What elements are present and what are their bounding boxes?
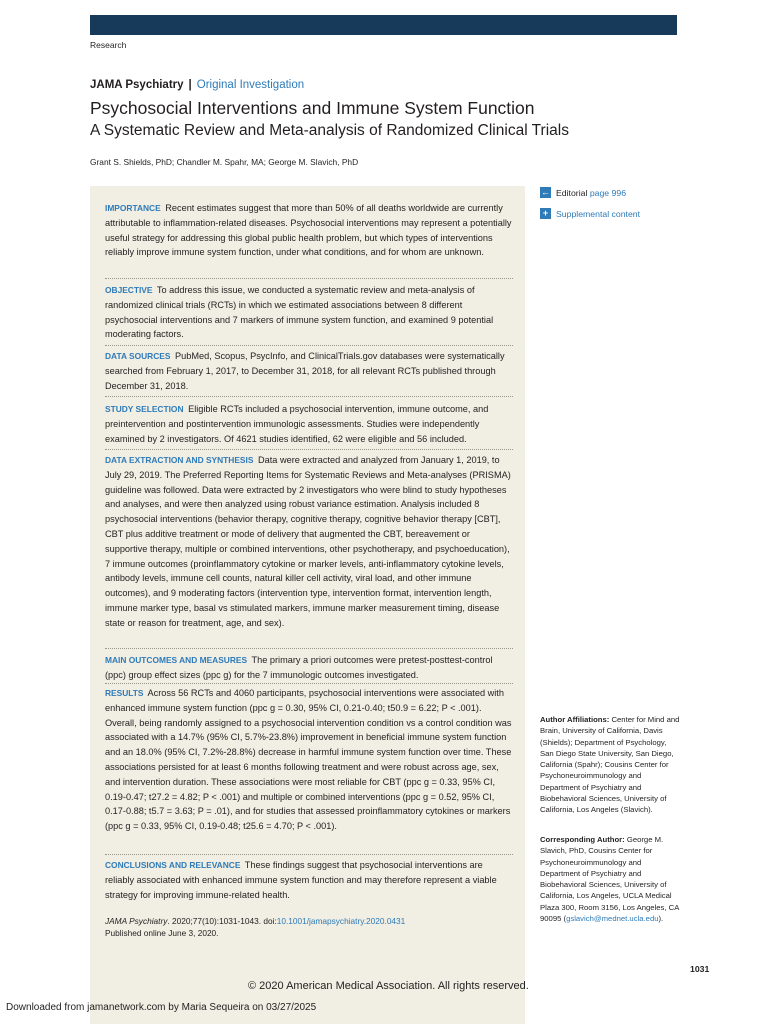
article-subtitle: A Systematic Review and Meta-analysis of Randomized Clinical Trials [90,122,569,139]
abstract-importance [105,201,513,260]
results-text: Across 56 RCTs and 4060 participants, psychosocial interventions were associated with enhanced immune system function (ppc g = 0.30, 95% CI, 0.21-0.40; t50.9 = 6.22; P < .001). Overall, being randomly assigned to a psychosocial intervention condition vs a control condition was associated with a 14.7% (95% CI, 5.7%-23.8%) improvement in beneficial immune system function and an 18.0% (95% CI, 7.2%-28.8%) decrease in harmful immune system function over time. These associations persisted for at least 6 months following treatment and were robust across age, sex, and intervention duration. These associations were most reliable for CBT (ppc g = 0.33, 95% CI, 0.19-0.47; t27.2 = 4.82; P < .001) and multiple or combined interventions (ppc g = 0.52, 95% CI, 0.17-0.88; t5.7 = 3.63; P = .01), and for studies that assessed proinflammatory cytokines or markers (ppc g = 0.33, 95% CI, 0.19-0.48; t25.6 = 4.70; P < .001). [105,688,512,832]
data-sources-heading: DATA SOURCES [105,351,171,361]
editorial-page-link[interactable]: page 996 [589,187,627,198]
published-online: Published online June 3, 2020. [105,928,219,938]
objective-text: To address this issue, we conducted a systematic review and meta-analysis of randomized clinical trials (RCTs) in which we estimated associations between 8 different psychosocial interventions and 7 markers of immune system function, and examined 9 potential moderating factors. [105,285,494,340]
copyright-notice: © 2020 American Medical Association. All rights reserved. [248,980,529,992]
article-type-link[interactable]: Original Investigation [196,79,305,91]
supplemental-label[interactable]: Supplemental content [556,208,641,219]
plus-icon: + [540,208,551,219]
abstract-objective [105,283,513,342]
author-list: Grant S. Shields, PhD; Chandler M. Spahr, MA; George M. Slavich, PhD [90,157,359,167]
abstract-main-outcomes [105,653,513,683]
abstract-conclusions [105,858,513,902]
section-divider [105,648,513,649]
results-heading: RESULTS [105,688,144,698]
journal-separator: | [188,79,192,91]
journal-header-bar [90,15,677,35]
objective-heading: OBJECTIVE [105,285,153,295]
citation-journal: JAMA Psychiatry [105,916,168,926]
author-affiliations [540,714,680,816]
citation [105,915,515,939]
corresponding-end: ). [658,914,664,924]
importance-text: Recent estimates suggest that more than 50% of all deaths worldwide are currently attributable to inflammation-related diseases. Psychosocial interventions may represent a potentially useful strategy for addressing this global public health problem, but which types of interventions reliably improve immune system function, under what conditions, and for whom are unknown. [105,203,512,258]
editorial-label: Editorial [556,187,588,198]
abstract-data-sources [105,349,513,393]
abstract-study-selection [105,402,513,446]
main-outcomes-heading: MAIN OUTCOMES AND MEASURES [105,655,248,665]
corresponding-author [540,834,680,924]
main-outcomes-text: The primary a priori outcomes were pretest-posttest-control (ppc) group effect sizes (ppc g) for the 7 immunologic outcomes investigated. [105,655,493,680]
conclusions-heading: CONCLUSIONS AND RELEVANCE [105,860,241,870]
corresponding-heading: Corresponding Author: [540,835,625,844]
abstract-results [105,686,513,834]
page-number: 1031 [690,964,710,974]
download-notice: Downloaded from jamanetwork.com by Maria Sequeira on 03/27/2025 [6,1002,317,1013]
corresponding-email[interactable]: gslavich@mednet.ucla.edu [566,914,659,924]
data-extraction-text: Data were extracted and analyzed from January 1, 2019, to July 29, 2019. The Preferred Reporting Items for Systematic Reviews and Meta-analyses (PRISMA) guideline was followed. Data were extracted by 2 investigators who were blind to study hypotheses and analyses, and were then analyzed using robust variance estimation. Analysis included 8 psychosocial interventions (behavior therapy, cognitive therapy, cognitive behavior therapy [CBT], CBT plus additive treatment or mode of delivery that augmented the CBT, bereavement or supportive therapy, multiple or combined interventions, other psychotherapy, and psychoeducation), 7 immune outcomes (proinflammatory cytokine or marker levels, anti-inflammatory cytokine levels, antibody levels, immune cell counts, natural killer cell activity, viral load, and other immune outcomes), and 9 moderating factors (intervention type, intervention format, intervention length, immune marker type, basal vs stimulated markers, immune marker measurement timing, disease state or reason for treatment, age, and sex). [105,455,511,628]
section-divider [105,278,513,279]
affiliations-heading: Author Affiliations: [540,715,610,724]
doi-link[interactable]: 10.1001/jamapsychiatry.2020.0431 [276,916,406,926]
article-title: Psychosocial Interventions and Immune System Function [90,98,535,118]
section-divider [105,449,513,450]
journal-line [90,79,304,91]
section-divider [105,345,513,346]
arrow-left-icon: ← [541,187,550,197]
section-divider [105,396,513,397]
study-selection-heading: STUDY SELECTION [105,404,184,414]
editorial-link[interactable] [540,187,626,198]
citation-ref: . 2020;77(10):1031-1043. doi: [167,916,277,926]
corresponding-text: George M. Slavich, PhD, Cousins Center for Psychoneuroimmunology and Department of Psychiatry and Biobehavioral Sciences, University of California, Los Angeles, UCLA Medical Plaza 300, Room 3156, Los Angeles, CA 90095 ( [540,835,679,924]
journal-name: JAMA Psychiatry [90,79,184,91]
supplemental-link[interactable] [540,208,640,219]
section-divider [105,854,513,855]
abstract-data-extraction [105,453,513,631]
affiliations-text: Center for Mind and Brain, University of California, Davis (Shields); Department of Psychology, San Diego State University, San Diego, California (Spahr); Cousins Center for Psychoneuroimmunology and Department of Psychiatry and Biobehavioral Sciences, University of California, Los Angeles (Slavich). [540,715,680,815]
conclusions-text: These findings suggest that psychosocial interventions are reliably associated with enhanced immune system function and may therefore represent a viable strategy for improving immune-related health. [105,860,497,900]
importance-heading: IMPORTANCE [105,203,161,213]
section-label: Research [90,40,127,50]
data-extraction-heading: DATA EXTRACTION AND SYNTHESIS [105,455,254,465]
study-selection-text: Eligible RCTs included a psychosocial intervention, immune outcome, and preintervention and postintervention immunologic assessments. Studies were independently examined by 2 investigators. Of 4621 studies identified, 62 were eligible and 56 included. [105,404,489,444]
data-sources-text: PubMed, Scopus, PsycInfo, and ClinicalTrials.gov databases were systematically searched from February 1, 2017, to December 31, 2018, for all relevant RCTs published through December 31, 2018. [105,351,505,391]
section-divider [105,683,513,684]
